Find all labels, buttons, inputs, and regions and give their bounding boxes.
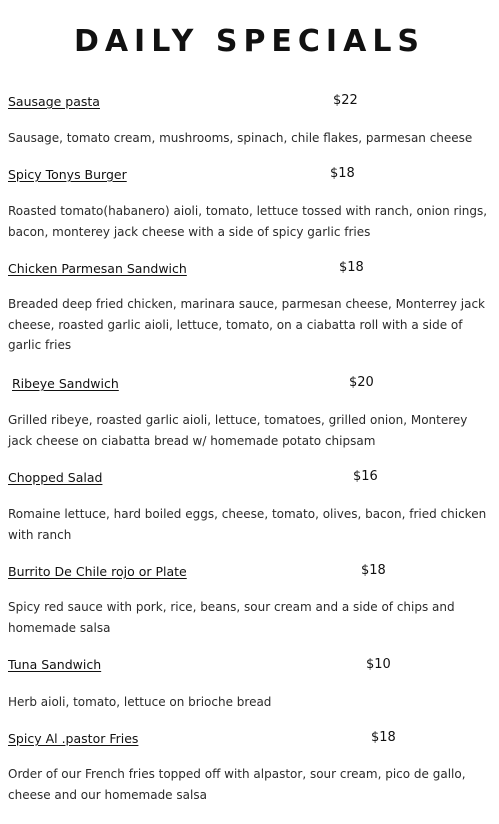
item-description-chicken-parmesan-sandwich: Breaded deep fried chicken, marinara sauce, parmesan cheese, Monterrey jack cheese, roasted garlic aioli, lettuce, tomato, on a ciabatta roll with a side of garlic fries [8,297,485,352]
item-description-spicy-tonys-burger: Roasted tomato(habanero) aioli, tomato, lettuce tossed with ranch, onion rings, bacon, monterey jack cheese with a side of spicy garlic fries [8,204,488,239]
page-title: DAILY SPECIALS [73,24,426,59]
item-description-tuna-sandwich: Herb aioli, tomato, lettuce on brioche bread [8,695,272,709]
item-name-sausage-pasta: Sausage pasta [8,94,100,109]
item-description-burrito-de-chile-rojo: Spicy red sauce with pork, rice, beans, sour cream and a side of chips and homemade salsa [8,600,455,635]
item-price-spicy-al-pastor-fries: $18 [371,730,396,745]
item-price-spicy-tonys-burger: $18 [330,166,355,181]
item-description-chopped-salad: Romaine lettuce, hard boiled eggs, cheese, tomato, olives, bacon, fried chicken with ranch [8,507,487,542]
item-name-burrito-de-chile-rojo: Burrito De Chile rojo or Plate [8,564,187,579]
item-name-chopped-salad: Chopped Salad [8,470,103,485]
item-price-burrito-de-chile-rojo: $18 [361,563,386,578]
item-price-chopped-salad: $16 [353,469,378,484]
item-description-spicy-al-pastor-fries: Order of our French fries topped off with alpastor, sour cream, pico de gallo, cheese and our homemade salsa [8,767,466,802]
item-description-ribeye-sandwich: Grilled ribeye, roasted garlic aioli, lettuce, tomatoes, grilled onion, Monterey jack cheese on ciabatta bread w/ homemade potato chipsam [8,413,468,448]
item-description-sausage-pasta: Sausage, tomato cream, mushrooms, spinach, chile flakes, parmesan cheese [8,131,473,145]
item-name-spicy-al-pastor-fries: Spicy Al .pastor Fries [8,731,139,746]
item-name-ribeye-sandwich: Ribeye Sandwich [12,376,119,391]
item-name-spicy-tonys-burger: Spicy Tonys Burger [8,167,127,182]
item-price-tuna-sandwich: $10 [366,657,391,672]
item-name-chicken-parmesan-sandwich: Chicken Parmesan Sandwich [8,261,187,276]
item-price-chicken-parmesan-sandwich: $18 [339,260,364,275]
item-price-sausage-pasta: $22 [333,93,358,108]
item-name-tuna-sandwich: Tuna Sandwich [8,657,102,672]
item-price-ribeye-sandwich: $20 [349,375,374,390]
